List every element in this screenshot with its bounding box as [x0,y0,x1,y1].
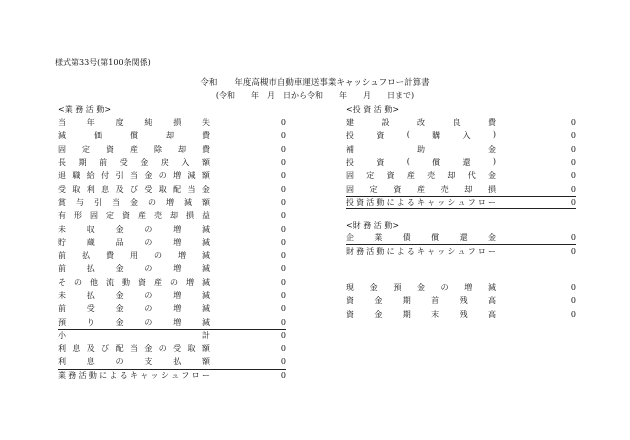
row-value: 0 [570,118,576,128]
row-label: 未 収 金 の 増 減 [58,224,210,234]
row-label: 前 受 金 の 増 減 [58,304,210,314]
table-row [58,143,286,156]
row-value: 0 [570,131,576,141]
row-label: 固 定 資 産 売 却 損 [346,184,496,194]
investing-rows [346,116,576,209]
row-label: 現 金 預 金 の 増 減 [346,283,496,293]
row-label: 財 務 活 動 に よ る キ ャ ッ シ ュ フ ロ ー [346,246,496,256]
table-row [58,129,286,142]
table-row [346,196,576,209]
row-value: 0 [280,371,286,381]
row-label: 固 定 資 産 売 却 代 金 [346,171,496,181]
row-label: 投 資 ( 購 入 ) [346,130,496,141]
row-label: 補 助 金 [346,144,496,154]
row-label: 業 務 活 動 に よ る キ ャ ッ シ ュ フ ロ ー [58,371,210,381]
row-label: 小 計 [58,331,210,341]
row-value: 0 [570,171,576,181]
table-row [58,329,286,342]
row-value: 0 [570,158,576,168]
table-row [346,308,576,321]
table-row [58,289,286,302]
table-row [58,276,286,289]
table-row [346,116,576,129]
row-label: そ の 他 流 動 資 産 の 増 減 [58,277,210,287]
table-row [346,244,576,257]
row-value: 0 [280,304,286,314]
table-row [58,222,286,235]
row-value: 0 [280,251,286,261]
row-label: 投 資 ( 償 還 ) [346,157,496,168]
table-row [346,129,576,142]
row-label: 前 払 金 の 増 減 [58,264,210,274]
row-value: 0 [280,331,286,341]
row-label: 受 取 利 息 及 び 受 取 配 当 金 [58,184,210,194]
row-value: 0 [280,197,286,207]
row-value: 0 [570,184,576,194]
table-row [58,249,286,262]
table-row [58,182,286,195]
row-value: 0 [280,237,286,247]
row-value: 0 [280,291,286,300]
table-row [346,231,576,244]
row-label: 利 息 の 支 払 額 [58,357,210,367]
financing-heading: <財 務 活 動> [346,221,400,230]
row-label: 資 金 期 首 残 高 [346,296,496,306]
row-value: 0 [280,184,286,194]
row-label: 未 払 金 の 増 減 [58,291,210,300]
table-row [58,342,286,355]
row-value: 0 [570,246,576,256]
financing-rows [346,231,576,258]
cash-rows [346,281,576,321]
row-label: 投 資 活 動 に よ る キ ャ ッ シ ュ フ ロ ー [346,197,496,207]
table-row [58,369,286,382]
row-value: 0 [570,233,576,243]
row-value: 0 [280,211,286,221]
table-row [58,116,286,129]
form-number: 様式第33号(第100条関係) [55,58,151,67]
table-row [58,302,286,315]
table-row [58,169,286,182]
table-row [58,236,286,249]
period-subtitle: (令和 年 月 日から令和 年 月 日まで) [215,91,415,100]
row-label: 長 期 前 受 金 戻 入 額 [58,158,210,168]
table-row [58,209,286,222]
page-title: 令和 年度高槻市自動車運送事業キャッシュフロー計算書 [200,78,430,88]
row-label: 固 定 資 産 除 却 費 [58,144,210,154]
row-value: 0 [280,144,286,154]
table-row [346,156,576,169]
row-value: 0 [570,144,576,154]
table-row [346,294,576,307]
row-label: 預 り 金 の 増 減 [58,317,210,327]
row-value: 0 [570,283,576,293]
row-value: 0 [280,344,286,354]
row-value: 0 [280,171,286,181]
row-value: 0 [280,158,286,168]
row-value: 0 [570,309,576,319]
row-label: 利 息 及 び 配 当 金 の 受 取 額 [58,344,210,354]
row-value: 0 [570,296,576,306]
row-label: 当 年 度 純 損 失 [58,118,210,128]
row-label: 有 形 固 定 資 産 売 却 損 益 [58,211,210,221]
row-value: 0 [280,224,286,234]
row-label: 賞 与 引 当 金 の 増 減 額 [58,197,210,207]
row-label: 資 金 期 末 残 高 [346,309,496,319]
table-row [346,169,576,182]
table-row [346,143,576,156]
row-label: 企 業 債 償 還 金 [346,233,496,243]
operating-rows [58,116,286,382]
row-value: 0 [280,131,286,141]
table-row [58,196,286,209]
row-value: 0 [280,118,286,128]
row-label: 前 払 費 用 の 増 減 [58,251,210,261]
table-row [58,262,286,275]
table-row [346,182,576,195]
row-label: 貯 蔵 品 の 増 減 [58,237,210,247]
row-value: 0 [570,197,576,207]
table-row [58,156,286,169]
investing-heading: <投 資 活 動> [346,105,400,114]
table-row [346,281,576,294]
row-value: 0 [280,317,286,327]
row-label: 減 価 償 却 費 [58,131,210,141]
table-row [58,355,286,368]
operating-heading: <業 務 活 動> [58,105,112,114]
row-value: 0 [280,277,286,287]
row-label: 退 職 給 付 引 当 金 の 増 減 額 [58,171,210,181]
table-row [58,315,286,328]
row-label: 建 設 改 良 費 [346,118,496,128]
row-value: 0 [280,357,286,367]
row-value: 0 [280,264,286,274]
